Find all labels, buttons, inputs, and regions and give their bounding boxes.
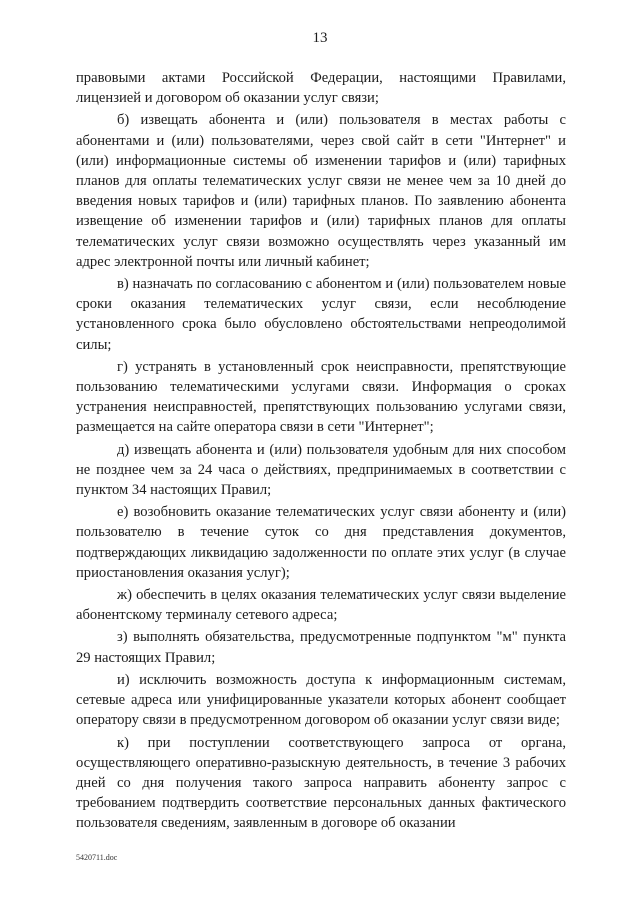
paragraph-b: б) извещать абонента и (или) пользователя в местах работы с абонентами и (или) пользователями, через свой сайт в сети "Интернет" и (или) информационные системы об изменении тарифов и (или) тарифных планов для оплаты телематических услуг связи не менее чем за 10 дней до введения новых тарифов и (или) тарифных планов. По заявлению абонента извещение об изменении тарифов и (или) тарифных планов для оплаты телематических услуг связи возможно осуществлять через указанный им адрес электронной почты или личный кабинет; [76,112,566,270]
paragraph-k: к) при поступлении соответствующего запроса от органа, осуществляющего оперативно-разыскную деятельность, в течение 3 рабочих дней со дня получения такого запроса направить абоненту запрос с требованием подтвердить соответствие персональных данных фактического пользователя сведениям, заявленным в договоре об оказании [76,734,566,832]
paragraph-continuation: правовыми актами Российской Федерации, настоящими Правилами, лицензией и договором об оказании услуг связи; [76,70,566,107]
paragraph-zh: ж) обеспечить в целях оказания телематических услуг связи выделение абонентскому терминалу сетевого адреса; [76,587,566,624]
document-file-code: 5420711.doc [76,853,118,862]
document-body [76,68,566,836]
paragraph-g: г) устранять в установленный срок неисправности, препятствующие пользованию телематическими услугами связи. Информация о сроках устранения неисправностей, препятствующих пользованию услугами связи, размещается на сайте оператора связи в сети "Интернет"; [76,358,566,436]
paragraph-v: в) назначать по согласованию с абонентом и (или) пользователем новые сроки оказания телематических услуг связи, если несоблюдение установленного срока было обусловлено обстоятельствами непреодолимой силы; [76,276,566,353]
paragraph-z: з) выполнять обязательства, предусмотренные подпунктом "м" пункта 29 настоящих Правил; [76,629,566,666]
page-number: 13 [312,30,328,46]
paragraph-i: и) исключить возможность доступа к информационным системам, сетевые адреса или унифицированные указатели которых абонент сообщает оператору связи в предусмотренном договором об оказании услуг связи виде; [76,671,566,729]
paragraph-d: д) извещать абонента и (или) пользователя удобным для них способом не позднее чем за 24 часа о действиях, предпринимаемых в соответствии с пунктом 34 настоящих Правил; [76,441,566,499]
paragraph-e: е) возобновить оказание телематических услуг связи абоненту и (или) пользователю в течение суток со дня представления документов, подтверждающих ликвидацию задолженности по оплате этих услуг (в случае приостановления оказания услуг); [76,504,566,581]
